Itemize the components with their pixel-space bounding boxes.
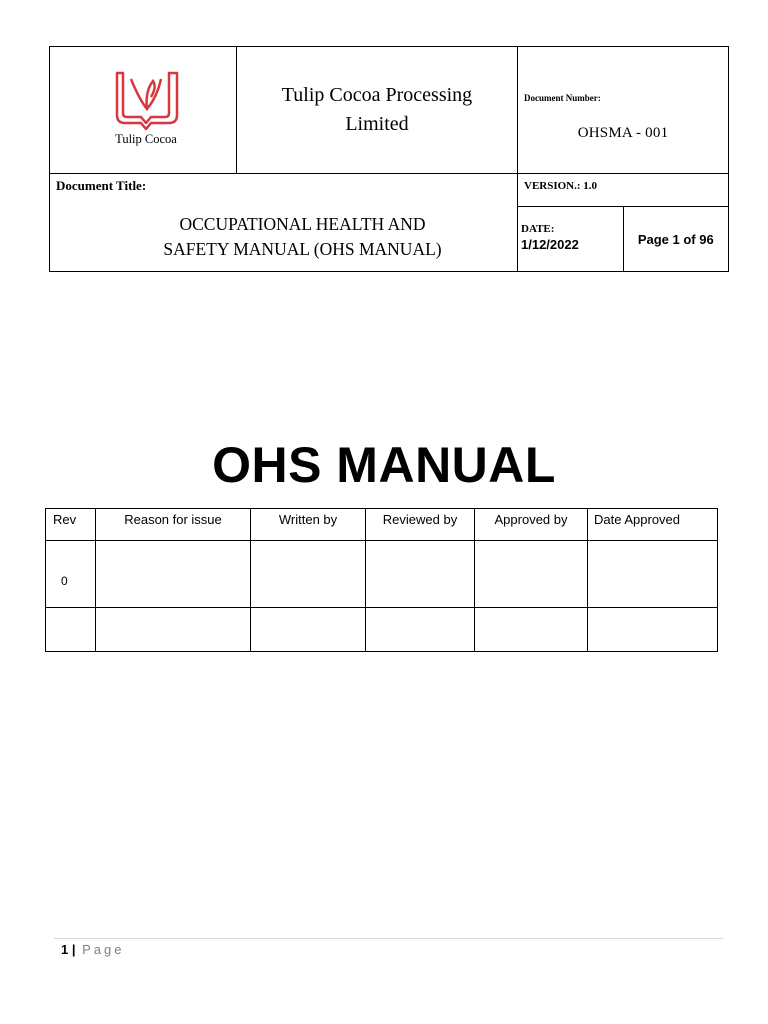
table-cell	[251, 541, 366, 608]
date-label: DATE:	[521, 223, 555, 235]
table-cell	[475, 608, 588, 652]
version-cell: VERSION.: 1.0	[518, 174, 729, 207]
document-number-value: OHSMA - 001	[577, 125, 669, 141]
table-cell	[366, 608, 475, 652]
logo-text: Tulip Cocoa	[115, 132, 177, 146]
date-value: 1/12/2022	[521, 237, 579, 252]
footer-divider	[54, 938, 723, 939]
table-cell	[588, 608, 718, 652]
column-header-rev: Rev	[46, 509, 96, 541]
column-header-written-by: Written by	[251, 509, 366, 541]
column-header-reviewed-by: Reviewed by	[366, 509, 475, 541]
document-number-label: Document Number:	[524, 93, 601, 103]
revision-header-row	[46, 509, 718, 541]
page-info-cell: Page 1 of 96	[623, 207, 729, 272]
date-cell	[518, 207, 624, 272]
company-name-line2: Limited	[345, 113, 409, 135]
column-header-approved-by: Approved by	[475, 509, 588, 541]
table-row	[46, 608, 718, 652]
company-name-line1: Tulip Cocoa Processing	[281, 84, 473, 106]
document-title-value	[108, 212, 497, 262]
table-row	[46, 541, 718, 608]
column-header-reason: Reason for issue	[96, 509, 251, 541]
document-number-cell	[518, 47, 729, 174]
document-title-cell	[50, 174, 518, 272]
document-title-line2: SAFETY MANUAL (OHS MANUAL)	[163, 239, 442, 259]
tulip-logo-icon	[111, 69, 181, 131]
footer-page-word: Page	[82, 942, 125, 957]
logo-cell	[50, 47, 237, 174]
table-cell	[475, 541, 588, 608]
table-cell	[588, 541, 718, 608]
document-header	[49, 46, 729, 272]
column-header-date-approved: Date Approved	[588, 509, 718, 541]
footer-page-number: 1	[61, 942, 69, 957]
table-cell	[251, 608, 366, 652]
page-footer	[61, 942, 125, 957]
table-cell	[96, 541, 251, 608]
header-table	[49, 46, 729, 272]
company-name-cell	[237, 47, 518, 174]
company-logo	[106, 69, 186, 147]
revision-table	[45, 508, 718, 652]
table-cell	[46, 608, 96, 652]
manual-title: OHS MANUAL	[212, 437, 556, 493]
document-title-label: Document Title:	[56, 178, 147, 193]
document-title-line1: OCCUPATIONAL HEALTH AND	[179, 214, 426, 234]
footer-separator: |	[71, 942, 76, 957]
table-cell: 0	[46, 541, 96, 608]
table-cell	[366, 541, 475, 608]
table-cell	[96, 608, 251, 652]
